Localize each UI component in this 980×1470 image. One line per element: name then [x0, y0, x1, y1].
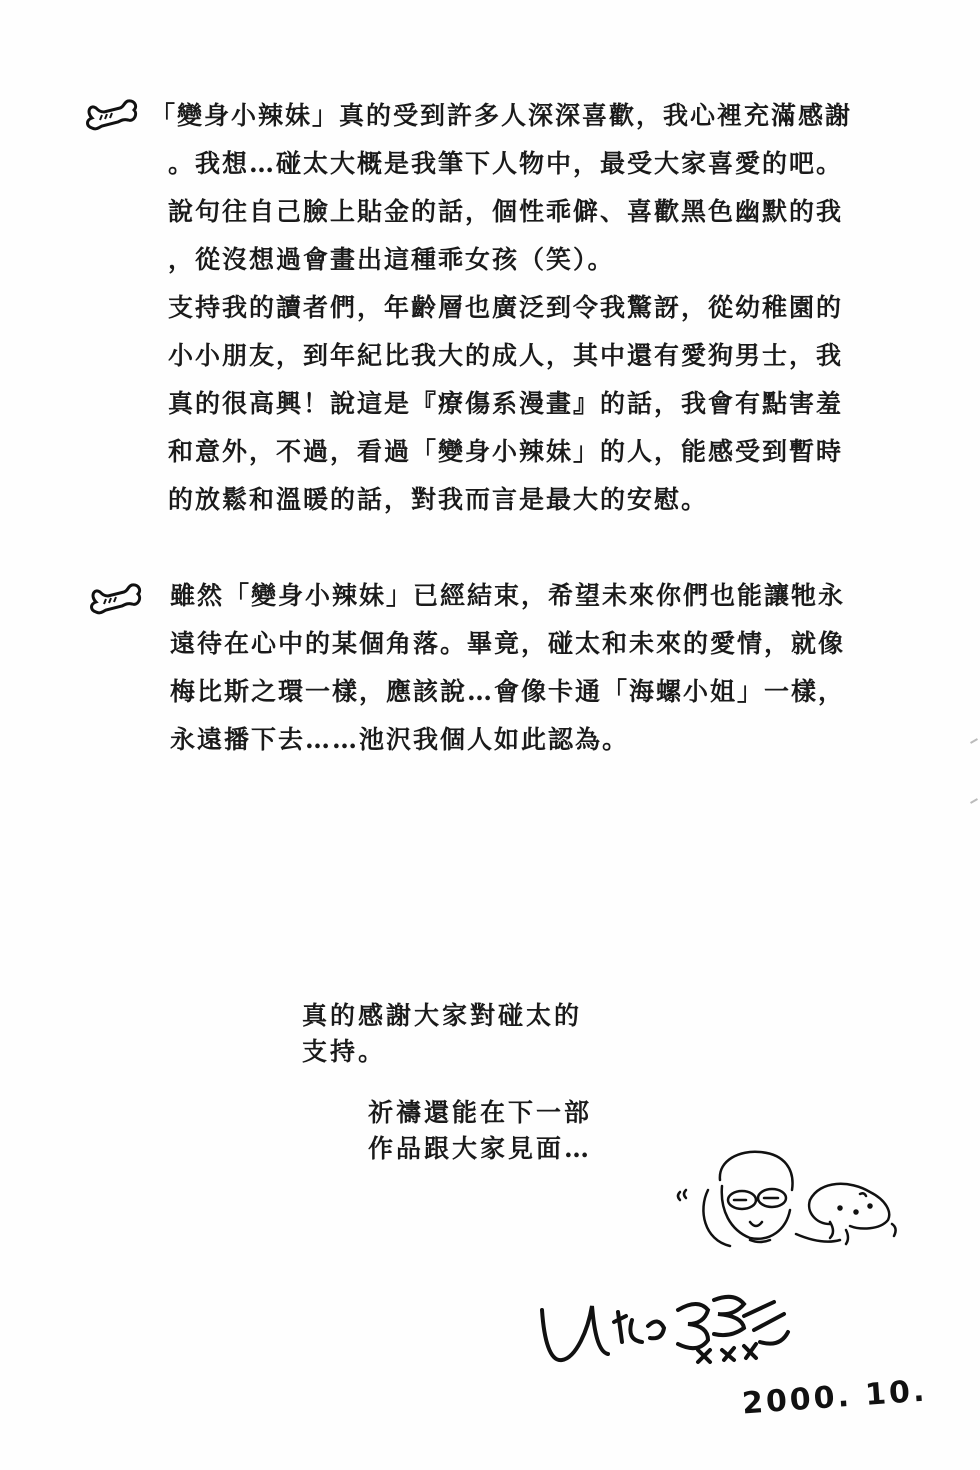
- signature-date: 2000. 10.: [741, 1373, 929, 1422]
- text-line: 作品跟大家見面…: [368, 1134, 593, 1163]
- closing-thanks: [302, 998, 582, 1070]
- scan-edge-mark: [970, 798, 978, 804]
- paragraph-ending: [170, 572, 845, 764]
- text-line: 「變身小辣妹」真的受到許多人深深喜歡，我心裡充滿感謝: [150, 101, 853, 130]
- paragraph-gratitude: [150, 92, 852, 284]
- scan-edge-mark: [970, 738, 978, 744]
- text-line: 。我想…碰太大概是我筆下人物中，最受大家喜愛的吧。: [168, 149, 844, 178]
- text-line: 真的很高興！說這是『療傷系漫畫』的話，我會有點害羞: [168, 389, 844, 418]
- text-line: 雖然「變身小辣妹」已經結束，希望未來你們也能讓牠永: [170, 581, 846, 610]
- text-line: 支持。: [302, 1037, 387, 1066]
- paragraph-readers: [168, 284, 843, 524]
- text-line: 的放鬆和溫暖的話，對我而言是最大的安慰。: [168, 485, 709, 514]
- text-line: 說句往自己臉上貼金的話，個性乖僻、喜歡黑色幽默的我: [168, 197, 844, 226]
- text-line: 和意外，不過，看過「變身小辣妹」的人，能感受到暫時: [168, 437, 844, 466]
- closing-hope: [368, 1095, 592, 1167]
- text-line: 小小朋友，到年紀比我大的成人，其中還有愛狗男士，我: [168, 341, 844, 370]
- author-signature-icon: [528, 1270, 828, 1370]
- text-line: 永遠播下去……池沢我個人如此認為。: [170, 725, 630, 754]
- text-line: ，從沒想過會畫出這種乖女孩（笑）。: [168, 245, 615, 274]
- text-line: 真的感謝大家對碰太的: [302, 1001, 583, 1030]
- bone-bullet-icon: [88, 582, 144, 616]
- text-line: 遠待在心中的某個角落。畢竟，碰太和未來的愛情，就像: [170, 629, 846, 658]
- author-and-dog-sketch-icon: [660, 1150, 920, 1260]
- text-line: 祈禱還能在下一部: [368, 1098, 593, 1127]
- bone-bullet-icon: [84, 98, 140, 132]
- text-line: 梅比斯之環一樣，應該說…會像卡通「海螺小姐」一樣，: [170, 677, 846, 706]
- text-line: 支持我的讀者們，年齡層也廣泛到令我驚訝，從幼稚園的: [168, 293, 844, 322]
